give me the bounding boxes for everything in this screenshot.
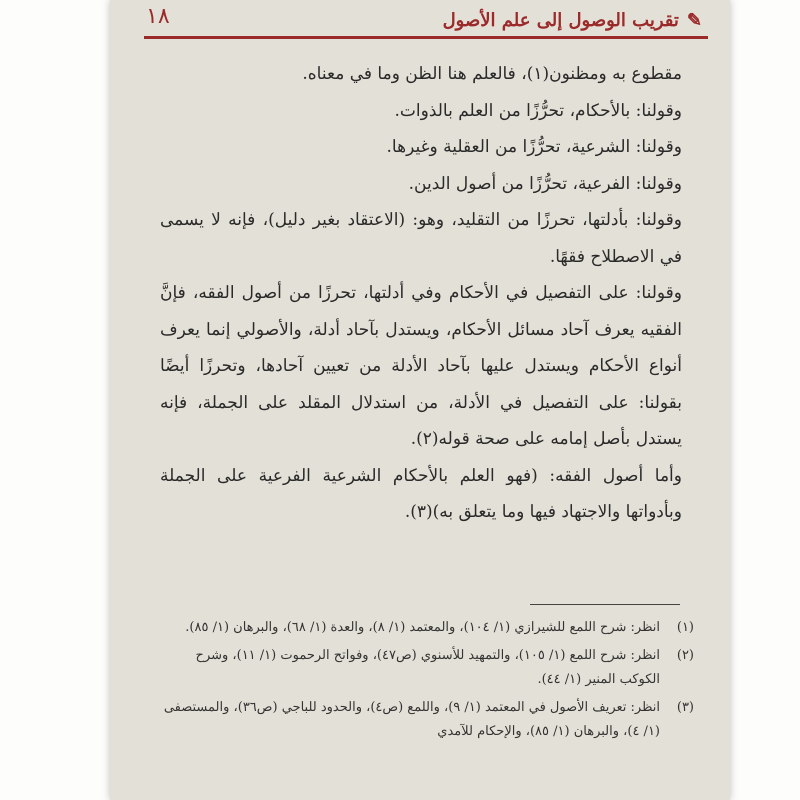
footnote-text: انظر: شرح اللمع للشيرازي (١/ ١٠٤)، والمعتمد (١/ ٨)، والعدة (١/ ٦٨)، والبرهان (١/ ٨٥). bbox=[185, 620, 660, 635]
paragraph: وأما أصول الفقه: (فهو العلم بالأحكام الشرعية الفرعية على الجملة وبأدواتها والاجتهاد فيها وما يتعلق به)(٣). bbox=[160, 465, 682, 522]
paragraph: مقطوع به ومظنون(١)، فالعلم هنا الظن وما في معناه. bbox=[302, 64, 682, 84]
book-title: تقريب الوصول إلى علم الأصول bbox=[442, 9, 679, 31]
main-text bbox=[160, 56, 682, 531]
header-rule bbox=[144, 36, 708, 39]
footnote-number: (٢) bbox=[676, 648, 694, 663]
paragraph: وقولنا: بأدلتها، تحرزًا من التقليد، وهو: (الاعتقاد بغير دليل)، فإنه لا يسمى في الاصطلاح فقهًا. bbox=[160, 210, 682, 267]
footnote bbox=[154, 644, 694, 692]
paragraph: وقولنا: بالأحكام، تحرُّزًا من العلم بالذوات. bbox=[394, 100, 682, 121]
footnote bbox=[154, 616, 694, 640]
footnote-text: انظر: شرح اللمع (١/ ١٠٥)، والتمهيد للأسنوي (ص٤٧)، وفواتح الرحموت (١/ ١١)، وشرح الكوكب المنير (١/ ٤٤). bbox=[195, 648, 660, 687]
footnote bbox=[154, 696, 694, 744]
paragraph: وقولنا: على التفصيل في الأحكام وفي أدلتها، تحرزًا من أصول الفقه، فإنَّ الفقيه يعرف آحاد مسائل الأحكام، ويستدل بآحاد أدلة، والأصولي إنما يعرف أنواع الأحكام ويستدل عليها بآحاد الأدلة من تعيين آحادها، وتحرزًا أيضًا بقولنا: على التفصيل في الأدلة، من استدلال المقلد على الجملة، فإنه يستدل بأصل إمامه على صحة قوله(٢). bbox=[160, 283, 682, 449]
footnote-number: (٣) bbox=[676, 700, 694, 715]
paragraph: وقولنا: الشرعية، تحرُّزًا من العقلية وغيرها. bbox=[386, 137, 682, 157]
footnotes bbox=[154, 616, 694, 748]
running-header bbox=[150, 6, 702, 34]
paragraph: وقولنا: الفرعية، تحرُّزًا من أصول الدين. bbox=[408, 173, 682, 194]
footnote-separator bbox=[530, 604, 680, 605]
pen-icon: ✎ bbox=[686, 9, 702, 31]
book-page bbox=[110, 0, 730, 800]
footnote-text: انظر: تعريف الأصول في المعتمد (١/ ٩)، واللمع (ص٤)، والحدود للباجي (ص٣٦)، والمستصفى (١/ ٤)، والبرهان (١/ ٨٥)، والإحكام للآمدي bbox=[163, 700, 660, 739]
footnote-number: (١) bbox=[676, 620, 694, 635]
page-number: ١٨ bbox=[146, 4, 170, 29]
